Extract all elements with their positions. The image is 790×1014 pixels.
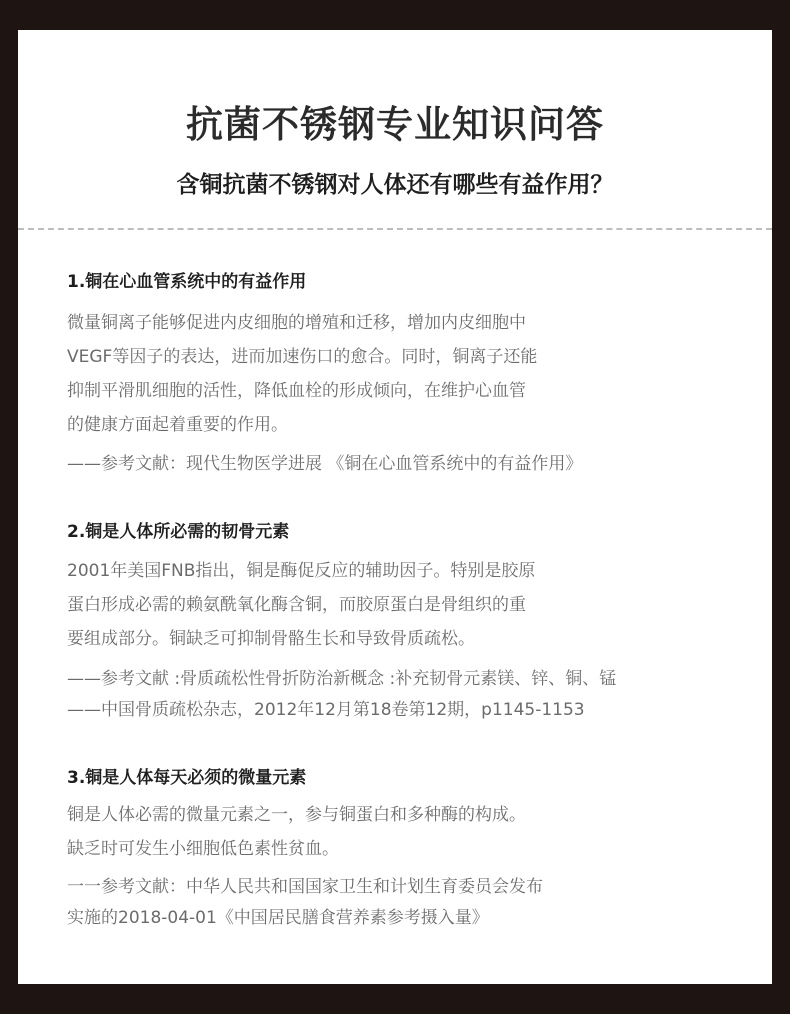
body-line: 蛋白形成必需的赖氨酰氧化酶含铜，而胶原蛋白是骨组织的重 — [67, 595, 526, 615]
reference-line: ——中国骨质疏松杂志，2012年12月第18卷第12期，p1145-1153 — [67, 700, 585, 720]
reference-line: ——参考文献：现代生物医学进展 《铜在心血管系统中的有益作用》 — [67, 454, 583, 474]
reference-line: ——参考文献 :骨质疏松性骨折防治新概念 :补充韧骨元素镁、锌、铜、锰 — [67, 669, 617, 689]
reference-line: 实施的2018-04-01《中国居民膳食营养素参考摄入量》 — [67, 908, 489, 928]
section-trace-element — [67, 766, 757, 934]
section-reference — [67, 664, 757, 726]
body-line: 抑制平滑肌细胞的活性，降低血栓的形成倾向，在维护心血管 — [67, 381, 526, 401]
body-line: 缺乏时可发生小细胞低色素性贫血。 — [67, 839, 339, 859]
section-heading: 1.铜在心血管系统中的有益作用 — [67, 272, 307, 292]
section-heading: 3.铜是人体每天必须的微量元素 — [67, 768, 307, 788]
body-line: 微量铜离子能够促进内皮细胞的增殖和迁移，增加内皮细胞中 — [67, 313, 526, 333]
page-title: 抗菌不锈钢专业知识问答 — [186, 103, 604, 146]
section-body — [67, 798, 757, 866]
body-line: 铜是人体必需的微量元素之一，参与铜蛋白和多种酶的构成。 — [67, 805, 526, 825]
body-line: 的健康方面起着重要的作用。 — [67, 415, 288, 435]
dashed-divider — [18, 228, 772, 230]
section-body — [67, 554, 757, 656]
section-bone — [67, 520, 757, 726]
body-line: 2001年美国FNB指出，铜是酶促反应的辅助因子。特别是胶原 — [67, 561, 536, 581]
page-subtitle: 含铜抗菌不锈钢对人体还有哪些有益作用？ — [176, 172, 614, 198]
content-card — [18, 30, 772, 984]
section-cardiovascular — [67, 270, 757, 480]
section-heading: 2.铜是人体所必需的韧骨元素 — [67, 522, 290, 542]
section-body — [67, 306, 757, 442]
body-line: VEGF等因子的表达，进而加速伤口的愈合。同时，铜离子还能 — [67, 347, 538, 367]
section-reference — [67, 449, 757, 480]
reference-line: 一一参考文献：中华人民共和国国家卫生和计划生育委员会发布 — [67, 877, 543, 897]
body-line: 要组成部分。铜缺乏可抑制骨骼生长和导致骨质疏松。 — [67, 629, 475, 649]
section-reference — [67, 872, 757, 934]
